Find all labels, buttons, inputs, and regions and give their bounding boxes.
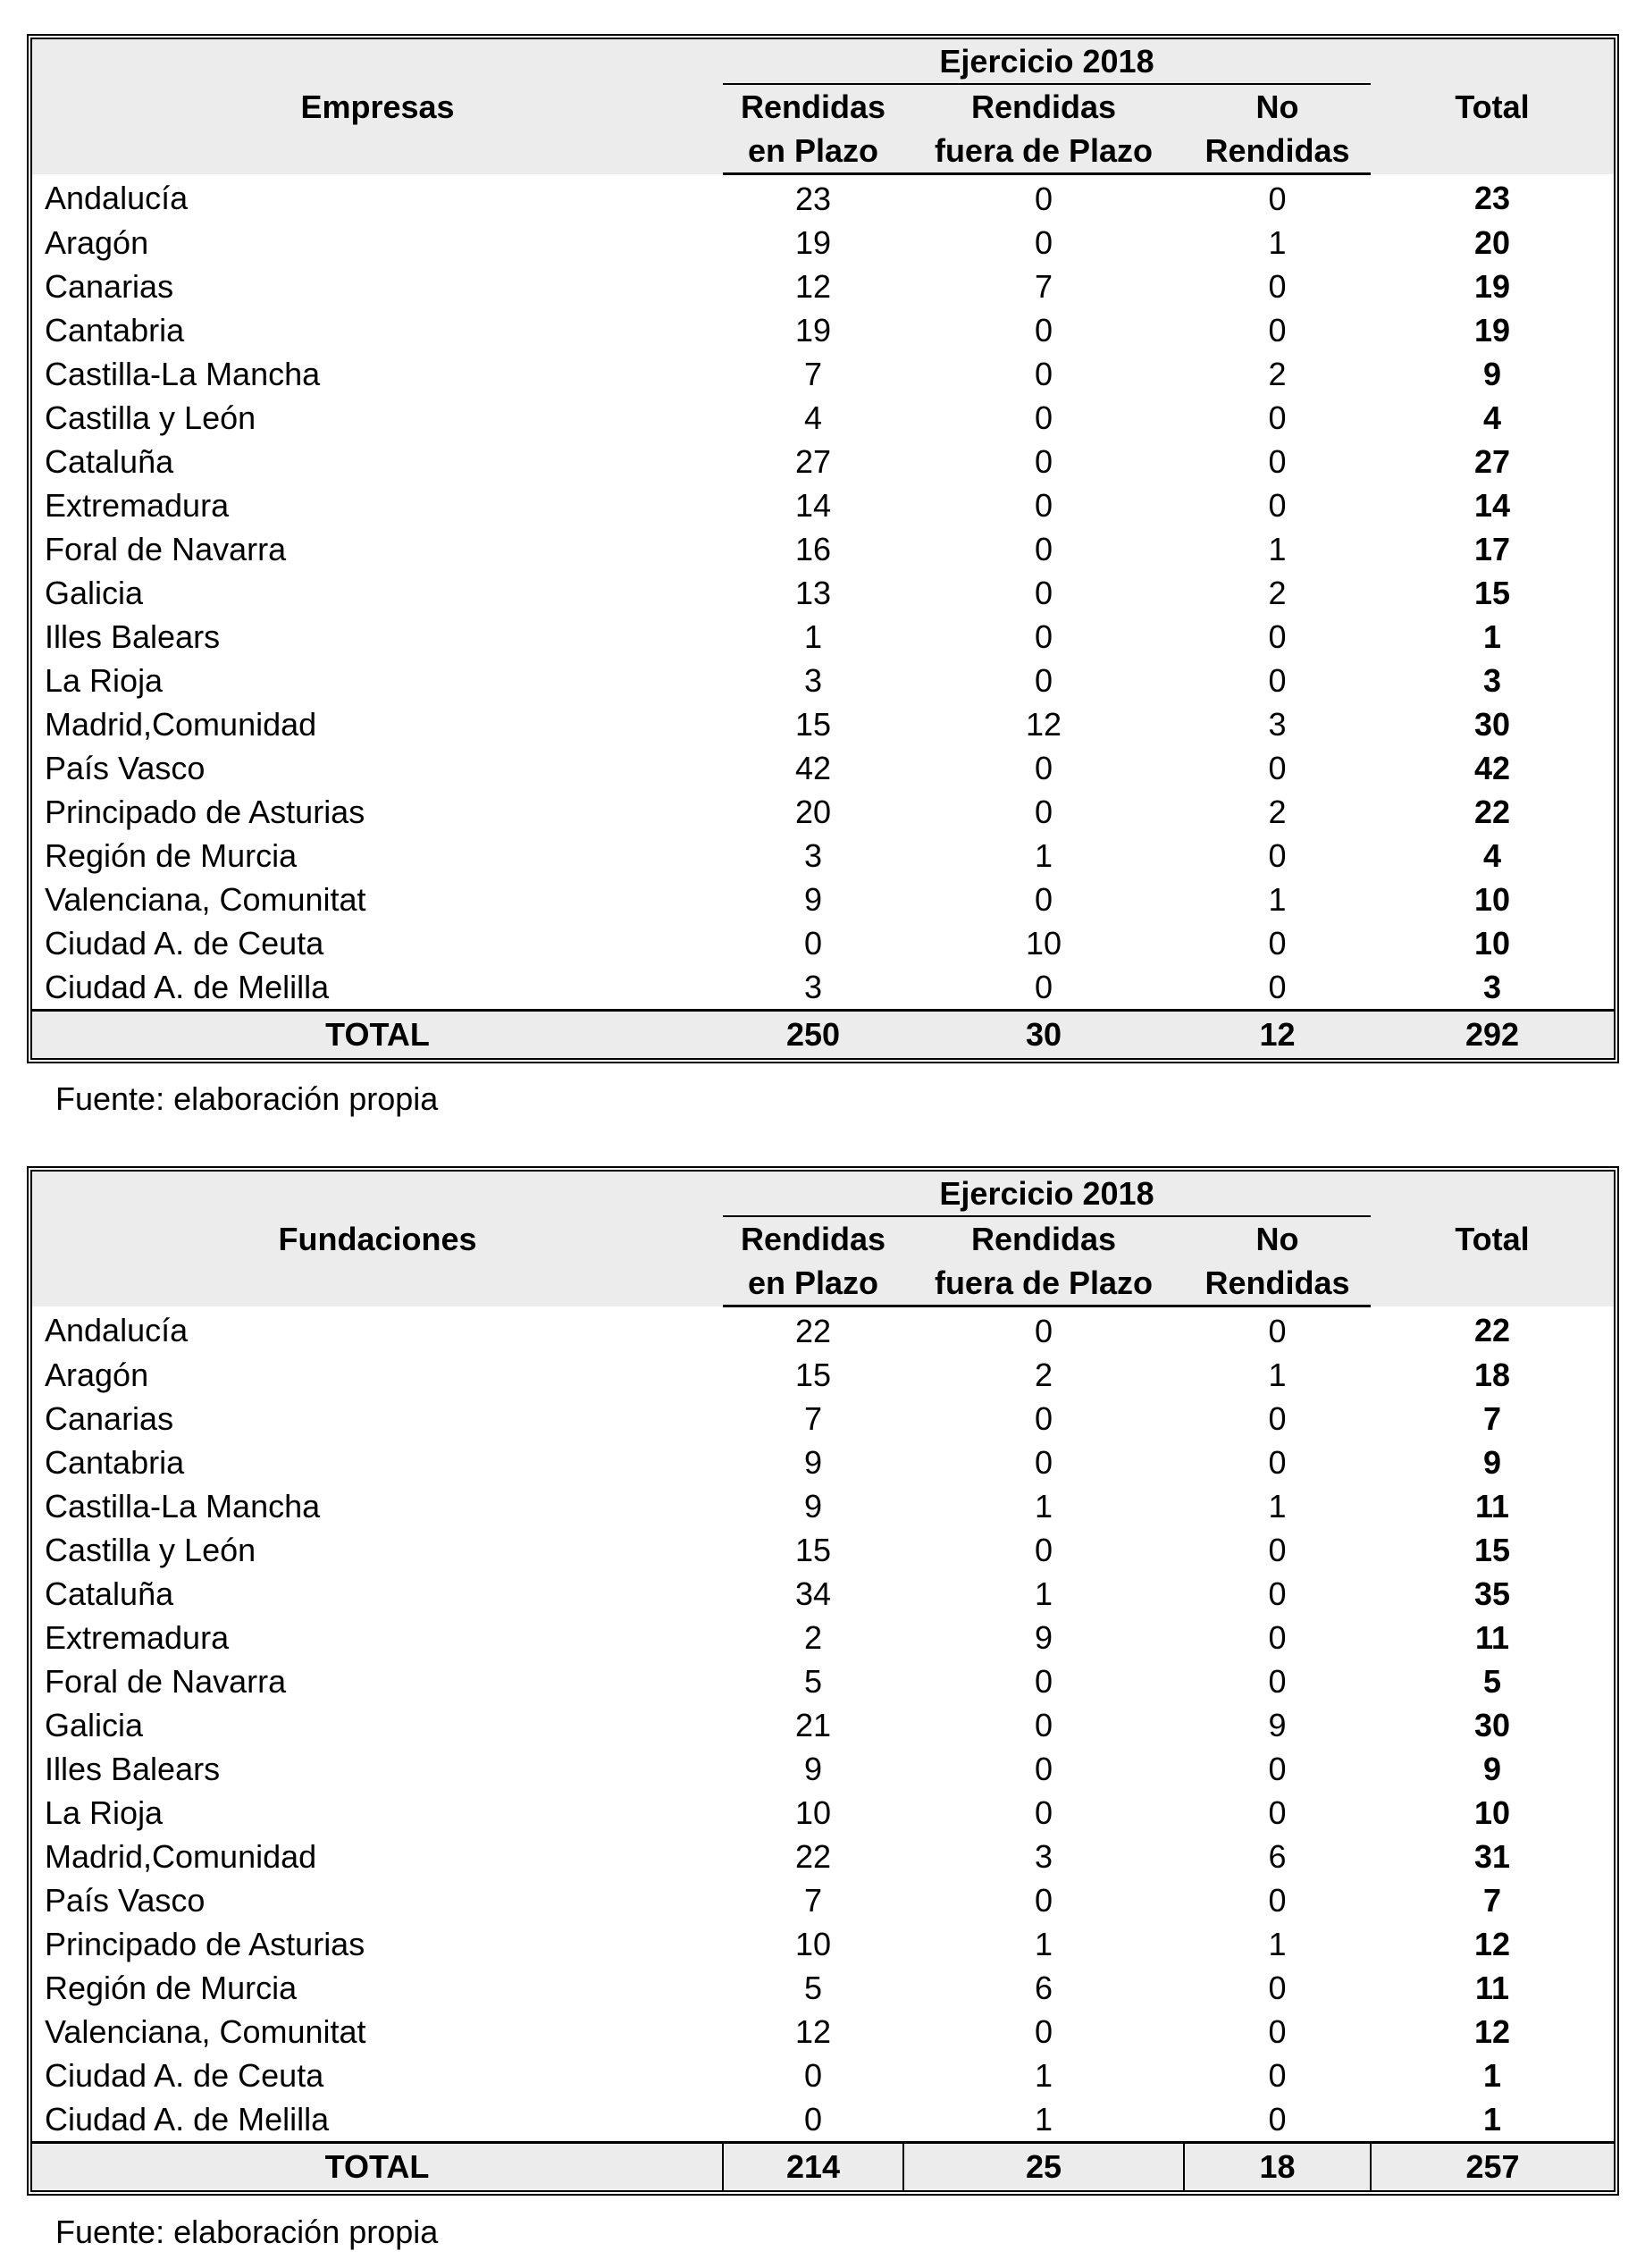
row-entity: La Rioja — [45, 1794, 164, 1831]
table-row — [32, 483, 1614, 527]
row-total: 27 — [1474, 443, 1511, 480]
table-row — [32, 1353, 1614, 1397]
table-row — [32, 1878, 1614, 1922]
row-value-fuera-plazo: 1 — [1034, 1575, 1053, 1612]
row-total: 9 — [1483, 1444, 1502, 1481]
total-sum: 292 — [1371, 1011, 1614, 1059]
row-value-en-plazo: 0 — [803, 925, 823, 962]
table-row — [32, 265, 1614, 308]
row-value-en-plazo: 15 — [794, 706, 832, 743]
row-value-fuera-plazo: 0 — [1034, 1707, 1053, 1743]
row-total: 9 — [1483, 1751, 1502, 1787]
row-total: 23 — [1474, 180, 1511, 217]
row-total: 22 — [1474, 1312, 1511, 1349]
row-value-fuera-plazo: 1 — [1034, 2101, 1053, 2138]
row-value-fuera-plazo: 0 — [1034, 1313, 1053, 1349]
row-value-en-plazo: 15 — [794, 1357, 832, 1393]
row-entity: La Rioja — [45, 662, 164, 699]
row-value-fuera-plazo: 0 — [1034, 356, 1053, 392]
col-header-line2: en Plazo — [723, 1261, 903, 1306]
total-label: TOTAL — [32, 2143, 723, 2191]
col-header-line1: No — [1184, 84, 1371, 129]
row-total: 17 — [1474, 531, 1511, 567]
table-row — [32, 1659, 1614, 1703]
row-entity: Madrid,Comunidad — [45, 1838, 317, 1875]
row-total: 30 — [1474, 1707, 1511, 1743]
empresas-table — [27, 34, 1619, 1063]
row-value-no-rendidas: 0 — [1268, 181, 1287, 217]
row-total: 19 — [1474, 268, 1511, 305]
table-row — [32, 2097, 1614, 2143]
row-total: 4 — [1483, 837, 1502, 874]
row-value-en-plazo: 7 — [803, 356, 823, 392]
row-total: 31 — [1474, 1838, 1511, 1875]
table-row — [32, 396, 1614, 440]
table-row — [32, 571, 1614, 615]
table-row — [32, 921, 1614, 965]
row-value-en-plazo: 16 — [794, 531, 832, 567]
row-entity: Illes Balears — [45, 1751, 221, 1787]
row-value-no-rendidas: 0 — [1268, 1619, 1287, 1656]
row-value-en-plazo: 15 — [794, 1532, 832, 1568]
row-value-no-rendidas: 3 — [1268, 706, 1287, 743]
col-header-line1: No — [1184, 1216, 1371, 1261]
table-row — [32, 1703, 1614, 1747]
table-row — [32, 1616, 1614, 1659]
table-row — [32, 878, 1614, 921]
col-header-line2: fuera de Plazo — [903, 1261, 1184, 1306]
row-value-fuera-plazo: 12 — [1025, 706, 1062, 743]
row-value-no-rendidas: 1 — [1268, 1926, 1287, 1962]
row-entity: Extremadura — [45, 1619, 230, 1656]
table-header — [32, 39, 1614, 174]
row-total: 1 — [1483, 618, 1502, 655]
row-total: 19 — [1474, 312, 1511, 349]
row-entity: Madrid,Comunidad — [45, 706, 317, 743]
row-value-fuera-plazo: 0 — [1034, 181, 1053, 217]
col-header-line2: en Plazo — [723, 129, 903, 174]
entity-header: Empresas — [32, 39, 723, 174]
row-value-no-rendidas: 0 — [1268, 837, 1287, 874]
row-value-en-plazo: 19 — [794, 224, 832, 261]
row-value-fuera-plazo: 0 — [1034, 1400, 1053, 1437]
row-value-fuera-plazo: 6 — [1034, 1970, 1053, 2006]
col-header-line2: fuera de Plazo — [903, 129, 1184, 174]
total-a: 250 — [723, 1011, 903, 1059]
total-c: 18 — [1184, 2143, 1371, 2191]
row-total: 14 — [1474, 487, 1511, 524]
row-value-no-rendidas: 0 — [1268, 925, 1287, 962]
total-row — [32, 1011, 1614, 1059]
table-row — [32, 1572, 1614, 1616]
row-value-fuera-plazo: 9 — [1034, 1619, 1053, 1656]
table-row — [32, 352, 1614, 396]
row-entity: Principado de Asturias — [45, 794, 365, 830]
row-entity: Ciudad A. de Melilla — [45, 2101, 330, 2138]
row-value-no-rendidas: 0 — [1268, 1400, 1287, 1437]
row-entity: Galicia — [45, 1707, 144, 1743]
row-entity: Castilla y León — [45, 1532, 256, 1568]
col-header-line1: Rendidas — [723, 84, 903, 129]
table-row — [32, 965, 1614, 1011]
row-value-no-rendidas: 0 — [1268, 268, 1287, 305]
row-value-en-plazo: 27 — [794, 443, 832, 480]
row-value-en-plazo: 10 — [794, 1794, 832, 1831]
table-row — [32, 702, 1614, 746]
row-entity: Valenciana, Comunitat — [45, 2013, 366, 2050]
row-value-en-plazo: 1 — [803, 618, 823, 655]
row-value-en-plazo: 20 — [794, 794, 832, 830]
total-sum: 257 — [1371, 2143, 1614, 2191]
row-value-en-plazo: 3 — [803, 837, 823, 874]
row-entity: Canarias — [45, 268, 174, 305]
row-value-fuera-plazo: 7 — [1034, 268, 1053, 305]
table-row — [32, 790, 1614, 834]
row-value-en-plazo: 5 — [803, 1663, 823, 1700]
row-entity: Galicia — [45, 575, 144, 611]
table-row — [32, 2010, 1614, 2054]
row-total: 18 — [1474, 1357, 1511, 1393]
row-value-en-plazo: 3 — [803, 662, 823, 699]
row-entity: Aragón — [45, 1357, 149, 1393]
row-total: 15 — [1474, 1532, 1511, 1568]
row-value-en-plazo: 7 — [803, 1400, 823, 1437]
row-entity: Cataluña — [45, 1575, 174, 1612]
row-value-en-plazo: 19 — [794, 312, 832, 349]
row-entity: Valenciana, Comunitat — [45, 881, 366, 918]
col-header-line1: Rendidas — [903, 84, 1184, 129]
table-header — [32, 1172, 1614, 1306]
row-total: 3 — [1483, 969, 1502, 1005]
row-value-fuera-plazo: 1 — [1034, 837, 1053, 874]
row-value-en-plazo: 34 — [794, 1575, 832, 1612]
row-value-en-plazo: 9 — [803, 1488, 823, 1525]
table-row — [32, 1922, 1614, 1966]
row-value-en-plazo: 9 — [803, 1751, 823, 1787]
row-value-en-plazo: 0 — [803, 2057, 823, 2094]
table-row — [32, 1966, 1614, 2010]
row-entity: Principado de Asturias — [45, 1926, 365, 1962]
row-value-fuera-plazo: 0 — [1034, 312, 1053, 349]
row-value-no-rendidas: 0 — [1268, 312, 1287, 349]
row-value-no-rendidas: 0 — [1268, 1444, 1287, 1481]
row-value-fuera-plazo: 0 — [1034, 1882, 1053, 1919]
table-row — [32, 1306, 1614, 1354]
row-total: 1 — [1483, 2057, 1502, 2094]
row-value-no-rendidas: 1 — [1268, 881, 1287, 918]
row-total: 15 — [1474, 575, 1511, 611]
row-value-en-plazo: 4 — [803, 399, 823, 436]
row-value-en-plazo: 13 — [794, 575, 832, 611]
row-value-en-plazo: 5 — [803, 1970, 823, 2006]
row-entity: Extremadura — [45, 487, 230, 524]
total-header: Total — [1371, 1172, 1614, 1306]
row-value-fuera-plazo: 0 — [1034, 1751, 1053, 1787]
row-entity: Castilla-La Mancha — [45, 1488, 321, 1525]
table-row — [32, 1747, 1614, 1791]
row-value-no-rendidas: 1 — [1268, 224, 1287, 261]
row-value-no-rendidas: 0 — [1268, 662, 1287, 699]
row-value-fuera-plazo: 0 — [1034, 575, 1053, 611]
row-entity: Ciudad A. de Ceuta — [45, 2057, 324, 2094]
row-value-en-plazo: 22 — [794, 1838, 832, 1875]
fundaciones-table — [27, 1166, 1619, 2196]
table-row — [32, 527, 1614, 571]
row-total: 10 — [1474, 925, 1511, 962]
row-value-no-rendidas: 0 — [1268, 443, 1287, 480]
row-value-en-plazo: 2 — [803, 1619, 823, 1656]
data-table — [32, 39, 1614, 1058]
table-row — [32, 440, 1614, 483]
table-row — [32, 1528, 1614, 1572]
row-value-en-plazo: 23 — [794, 181, 832, 217]
row-value-fuera-plazo: 3 — [1034, 1838, 1053, 1875]
row-entity: Canarias — [45, 1400, 174, 1437]
group-header: Ejercicio 2018 — [723, 39, 1371, 84]
row-entity: Castilla-La Mancha — [45, 356, 321, 392]
row-value-no-rendidas: 0 — [1268, 750, 1287, 786]
row-value-en-plazo: 21 — [794, 1707, 832, 1743]
table-row — [32, 659, 1614, 702]
row-total: 10 — [1474, 1794, 1511, 1831]
row-entity: Aragón — [45, 224, 149, 261]
group-header: Ejercicio 2018 — [723, 1172, 1371, 1216]
row-entity: Región de Murcia — [45, 1970, 298, 2006]
row-entity: Castilla y León — [45, 399, 256, 436]
row-value-no-rendidas: 0 — [1268, 2057, 1287, 2094]
row-value-en-plazo: 9 — [803, 1444, 823, 1481]
row-value-en-plazo: 10 — [794, 1926, 832, 1962]
row-value-en-plazo: 0 — [803, 2101, 823, 2138]
row-value-no-rendidas: 1 — [1268, 1357, 1287, 1393]
row-total: 35 — [1474, 1575, 1511, 1612]
row-total: 22 — [1474, 794, 1511, 830]
row-value-en-plazo: 9 — [803, 881, 823, 918]
row-total: 11 — [1475, 1619, 1510, 1656]
row-value-no-rendidas: 1 — [1268, 1488, 1287, 1525]
row-total: 20 — [1474, 224, 1511, 261]
row-value-en-plazo: 3 — [803, 969, 823, 1005]
row-value-fuera-plazo: 1 — [1034, 2057, 1053, 2094]
row-total: 12 — [1474, 1926, 1511, 1962]
row-value-no-rendidas: 9 — [1268, 1707, 1287, 1743]
data-table — [32, 1172, 1614, 2190]
total-row — [32, 2143, 1614, 2191]
row-value-fuera-plazo: 2 — [1034, 1357, 1053, 1393]
entity-header: Fundaciones — [32, 1172, 723, 1306]
col-header-line1: Rendidas — [723, 1216, 903, 1261]
total-a: 214 — [723, 2143, 903, 2191]
table-row — [32, 1484, 1614, 1528]
row-entity: Illes Balears — [45, 618, 221, 655]
row-total: 42 — [1474, 750, 1511, 786]
row-value-no-rendidas: 0 — [1268, 487, 1287, 524]
row-value-fuera-plazo: 0 — [1034, 794, 1053, 830]
row-value-no-rendidas: 0 — [1268, 969, 1287, 1005]
row-value-fuera-plazo: 0 — [1034, 1663, 1053, 1700]
row-entity: Cantabria — [45, 312, 185, 349]
table-row — [32, 174, 1614, 222]
row-value-fuera-plazo: 0 — [1034, 487, 1053, 524]
row-entity: Foral de Navarra — [45, 531, 287, 567]
row-total: 12 — [1474, 2013, 1511, 2050]
col-header-line1: Rendidas — [903, 1216, 1184, 1261]
table-row — [32, 2054, 1614, 2097]
table-body — [32, 1306, 1614, 2143]
row-total: 11 — [1475, 1970, 1510, 2006]
row-entity: Foral de Navarra — [45, 1663, 287, 1700]
row-value-fuera-plazo: 0 — [1034, 1444, 1053, 1481]
row-entity: Cataluña — [45, 443, 174, 480]
row-value-no-rendidas: 1 — [1268, 531, 1287, 567]
row-entity: Ciudad A. de Ceuta — [45, 925, 324, 962]
row-total: 9 — [1483, 356, 1502, 392]
row-value-no-rendidas: 2 — [1268, 356, 1287, 392]
row-value-no-rendidas: 0 — [1268, 1313, 1287, 1349]
table-row — [32, 221, 1614, 265]
table-row — [32, 834, 1614, 878]
table-row — [32, 308, 1614, 352]
row-value-no-rendidas: 0 — [1268, 2101, 1287, 2138]
row-value-no-rendidas: 0 — [1268, 1794, 1287, 1831]
row-value-no-rendidas: 0 — [1268, 1751, 1287, 1787]
row-value-no-rendidas: 0 — [1268, 399, 1287, 436]
table-row — [32, 1835, 1614, 1878]
table-row — [32, 1397, 1614, 1441]
row-value-no-rendidas: 0 — [1268, 1970, 1287, 2006]
row-value-fuera-plazo: 0 — [1034, 1794, 1053, 1831]
total-label: TOTAL — [32, 1011, 723, 1059]
row-value-en-plazo: 42 — [794, 750, 832, 786]
table-row — [32, 1791, 1614, 1835]
row-total: 10 — [1474, 881, 1511, 918]
table-row — [32, 615, 1614, 659]
row-value-en-plazo: 12 — [794, 268, 832, 305]
row-value-fuera-plazo: 0 — [1034, 399, 1053, 436]
row-total: 1 — [1483, 2101, 1502, 2138]
source-note: Fuente: elaboración propia — [55, 1080, 439, 1117]
row-entity: Andalucía — [45, 180, 189, 217]
col-header-line2: Rendidas — [1184, 129, 1371, 174]
row-value-fuera-plazo: 0 — [1034, 224, 1053, 261]
row-value-fuera-plazo: 10 — [1025, 925, 1062, 962]
row-value-fuera-plazo: 1 — [1034, 1926, 1053, 1962]
table-body — [32, 174, 1614, 1011]
row-value-no-rendidas: 0 — [1268, 618, 1287, 655]
row-value-en-plazo: 7 — [803, 1882, 823, 1919]
row-value-en-plazo: 14 — [794, 487, 832, 524]
total-b: 30 — [903, 1011, 1184, 1059]
row-total: 30 — [1474, 706, 1511, 743]
row-value-no-rendidas: 0 — [1268, 1575, 1287, 1612]
row-total: 5 — [1483, 1663, 1502, 1700]
row-value-fuera-plazo: 0 — [1034, 2013, 1053, 2050]
row-value-fuera-plazo: 0 — [1034, 618, 1053, 655]
total-c: 12 — [1184, 1011, 1371, 1059]
row-total: 3 — [1483, 662, 1502, 699]
row-total: 4 — [1483, 399, 1502, 436]
row-entity: Región de Murcia — [45, 837, 298, 874]
row-value-no-rendidas: 0 — [1268, 2013, 1287, 2050]
row-entity: País Vasco — [45, 750, 206, 786]
row-value-no-rendidas: 0 — [1268, 1663, 1287, 1700]
col-header-line2: Rendidas — [1184, 1261, 1371, 1306]
row-value-no-rendidas: 0 — [1268, 1532, 1287, 1568]
row-total: 11 — [1475, 1488, 1510, 1525]
row-total: 7 — [1483, 1400, 1502, 1437]
row-entity: Cantabria — [45, 1444, 185, 1481]
row-value-fuera-plazo: 0 — [1034, 662, 1053, 699]
row-value-no-rendidas: 2 — [1268, 794, 1287, 830]
table-row — [32, 746, 1614, 790]
row-value-fuera-plazo: 0 — [1034, 531, 1053, 567]
row-value-fuera-plazo: 0 — [1034, 750, 1053, 786]
row-value-fuera-plazo: 0 — [1034, 969, 1053, 1005]
total-b: 25 — [903, 2143, 1184, 2191]
row-value-fuera-plazo: 0 — [1034, 443, 1053, 480]
row-value-no-rendidas: 0 — [1268, 1882, 1287, 1919]
row-value-fuera-plazo: 1 — [1034, 1488, 1053, 1525]
total-header: Total — [1371, 39, 1614, 174]
row-value-fuera-plazo: 0 — [1034, 881, 1053, 918]
row-entity: Ciudad A. de Melilla — [45, 969, 330, 1005]
row-entity: Andalucía — [45, 1312, 189, 1349]
row-value-fuera-plazo: 0 — [1034, 1532, 1053, 1568]
row-entity: País Vasco — [45, 1882, 206, 1919]
row-total: 7 — [1483, 1882, 1502, 1919]
table-row — [32, 1441, 1614, 1484]
source-note: Fuente: elaboración propia — [55, 2213, 439, 2250]
row-value-en-plazo: 12 — [794, 2013, 832, 2050]
row-value-en-plazo: 22 — [794, 1313, 832, 1349]
row-value-no-rendidas: 2 — [1268, 575, 1287, 611]
row-value-no-rendidas: 6 — [1268, 1838, 1287, 1875]
